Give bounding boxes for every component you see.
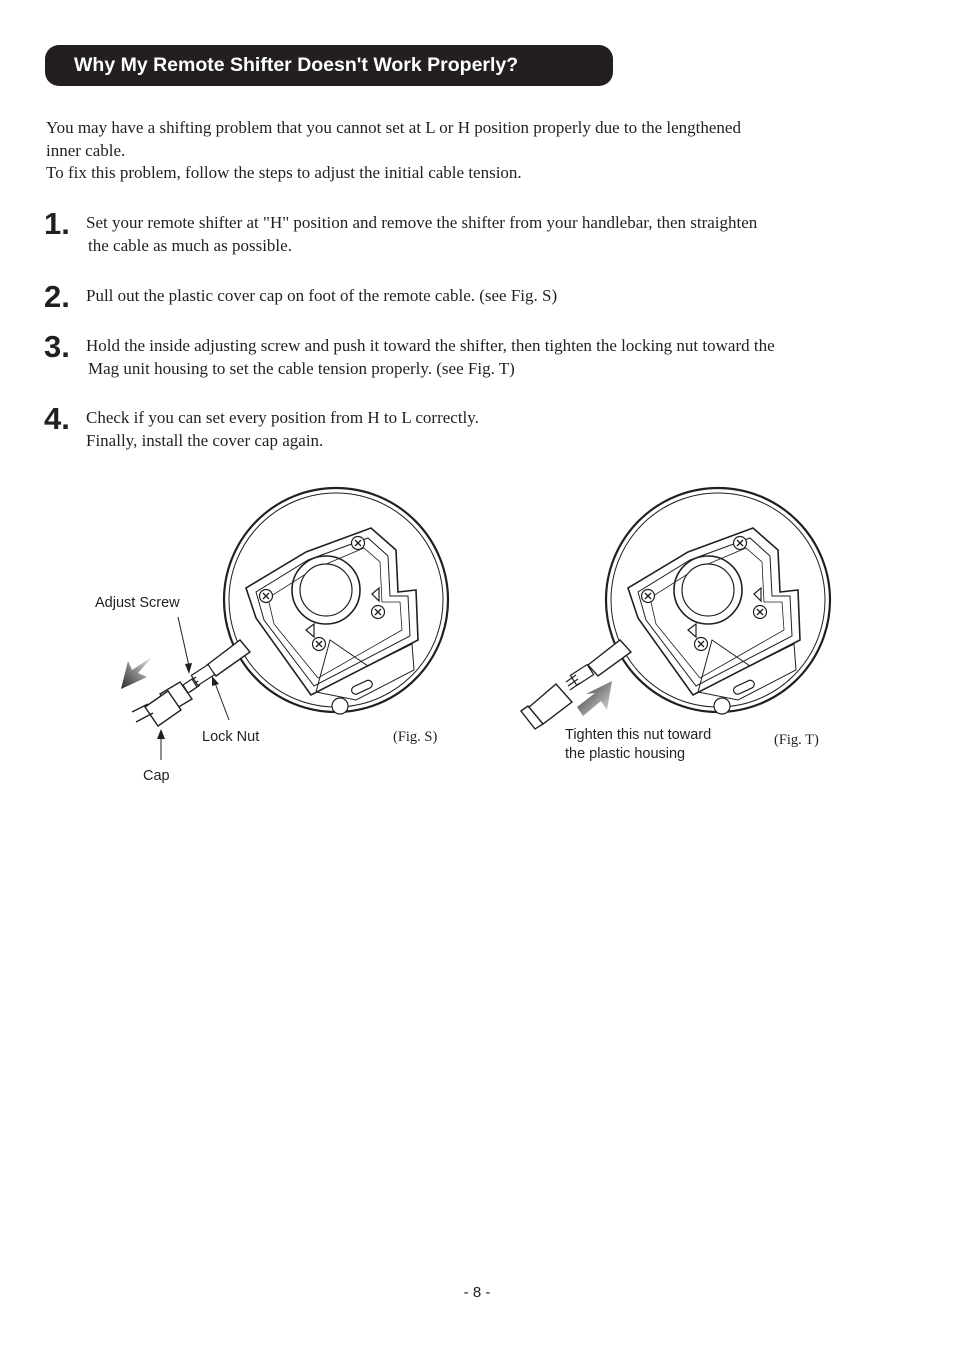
label-tighten-line-2: the plastic housing (565, 746, 686, 762)
label-cap: Cap (143, 768, 170, 784)
figure-s-caption: (Fig. S) (393, 729, 438, 745)
step-number: 2. (44, 279, 70, 314)
page-number: - 8 - (463, 1284, 491, 1301)
step-line: Hold the inside adjusting screw and push it toward the shifter, then tighten the locking nut toward the (86, 336, 775, 355)
label-lock-nut: Lock Nut (202, 729, 260, 745)
section-title: Why My Remote Shifter Doesn't Work Properly? (74, 54, 519, 76)
step-line: Mag unit housing to set the cable tension properly. (see Fig. T) (88, 358, 515, 378)
step-line: Set your remote shifter at "H" position and remove the shifter from your handlebar, then straighten (86, 213, 758, 232)
step-number: 3. (44, 329, 70, 364)
figure-t-caption: (Fig. T) (774, 732, 819, 748)
step-line: Finally, install the cover cap again. (86, 430, 324, 450)
intro-line: You may have a shifting problem that you cannot set at L or H position properly due to the lengthened (46, 118, 741, 137)
step-number: 4. (44, 401, 70, 436)
step-line: Check if you can set every position from H to L correctly. (86, 408, 479, 427)
step-number: 1. (44, 206, 70, 241)
label-adjust-screw: Adjust Screw (95, 595, 180, 611)
intro-line: To fix this problem, follow the steps to adjust the initial cable tension. (46, 163, 522, 182)
figure-t-illustration (521, 488, 830, 729)
intro-line: inner cable. (46, 140, 126, 160)
step-line: the cable as much as possible. (88, 235, 292, 255)
figure-s-illustration (121, 488, 448, 760)
label-tighten-line-1: Tighten this nut toward (565, 727, 712, 743)
step-line: Pull out the plastic cover cap on foot of the remote cable. (see Fig. S) (86, 286, 558, 305)
